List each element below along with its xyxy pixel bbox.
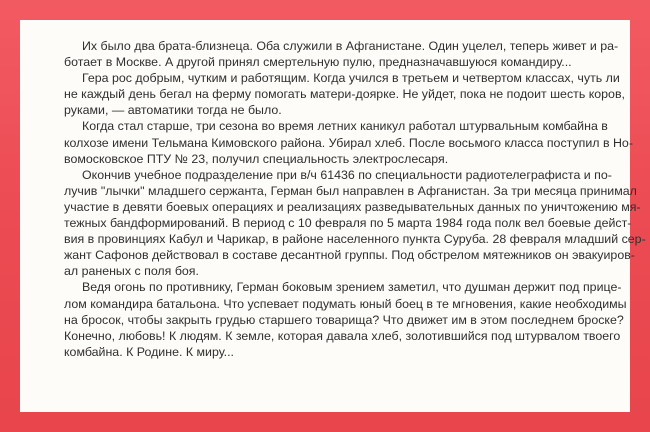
text-line: не каждый день бегал на ферму помогать матери-доярке. Не уйдет, пока не подоит шесть коров, [64, 87, 625, 102]
text-line: руками, — автоматики тогда не было. [64, 103, 282, 118]
text-line: вомосковское ПТУ № 23, получил специальность электрослесаря. [64, 151, 449, 166]
text-line: лом командира батальона. Что успевает подумать юный боец в те мгновения, какие необходимы [64, 296, 627, 311]
paragraph-2 [64, 70, 634, 118]
paragraph-3 [64, 118, 634, 166]
text-line: Окончив учебное подразделение при в/ч 61436 по специальности радиотелеграфиста и по- [82, 167, 612, 182]
text-line: Их было два брата-близнеца. Оба служили в Афганистане. Один уцелел, теперь живет и ра- [82, 39, 619, 53]
text-line: комбайна. К Родине. К миру... [64, 344, 234, 359]
text-line: на бросок, чтобы закрыть грудью старшего товарища? Что движет им в этом последнем броске? [64, 312, 624, 327]
story-text [64, 38, 646, 360]
text-line: Ведя огонь по противнику, Герман боковым зрением заметил, что душман держит под прице- [82, 280, 622, 295]
text-line: Конечно, любовь! К людям. К земле, которая давала хлеб, золотившийся под штурвалом твоего [64, 328, 621, 343]
page-sheet [20, 20, 646, 412]
text-line: тежных бандформирований. В период с 10 февраля по 5 марта 1984 года полк вел боевые дейст- [64, 216, 632, 231]
text-line: ботает в Москве. А другой принял смертельную пулю, предназначавшуюся командиру... [64, 55, 572, 70]
text-line: лучив "лычки" младшего сержанта, Герман был направлен в Афганистан. За три месяца принимал [64, 183, 637, 198]
text-line: ал раненых с поля боя. [64, 264, 199, 279]
paragraph-1 [64, 38, 634, 70]
paragraph-5 [64, 279, 634, 359]
text-line: Когда стал старше, три сезона во время летних каникул работал штурвальным комбайна в [82, 119, 608, 134]
text-line: вия в провинциях Кабул и Чарикар, в районе населенного пункта Суруба. 28 февраля младший сер- [64, 232, 646, 247]
text-line: участие в девяти боевых операциях и реализациях разведывательных данных по уничтожению мя- [64, 199, 641, 214]
text-line: колхозе имени Тельмана Кимовского района. Убирал хлеб. После восьмого класса поступил в Но- [64, 135, 633, 150]
text-line: Гера рос добрым, чутким и работящим. Когда учился в третьем и четвертом классах, чуть ли [82, 71, 620, 86]
paragraph-4 [64, 167, 646, 280]
text-line: жант Сафонов действовал в составе десантной группы. Под обстрелом мятежников он эвакуиров- [64, 248, 635, 263]
